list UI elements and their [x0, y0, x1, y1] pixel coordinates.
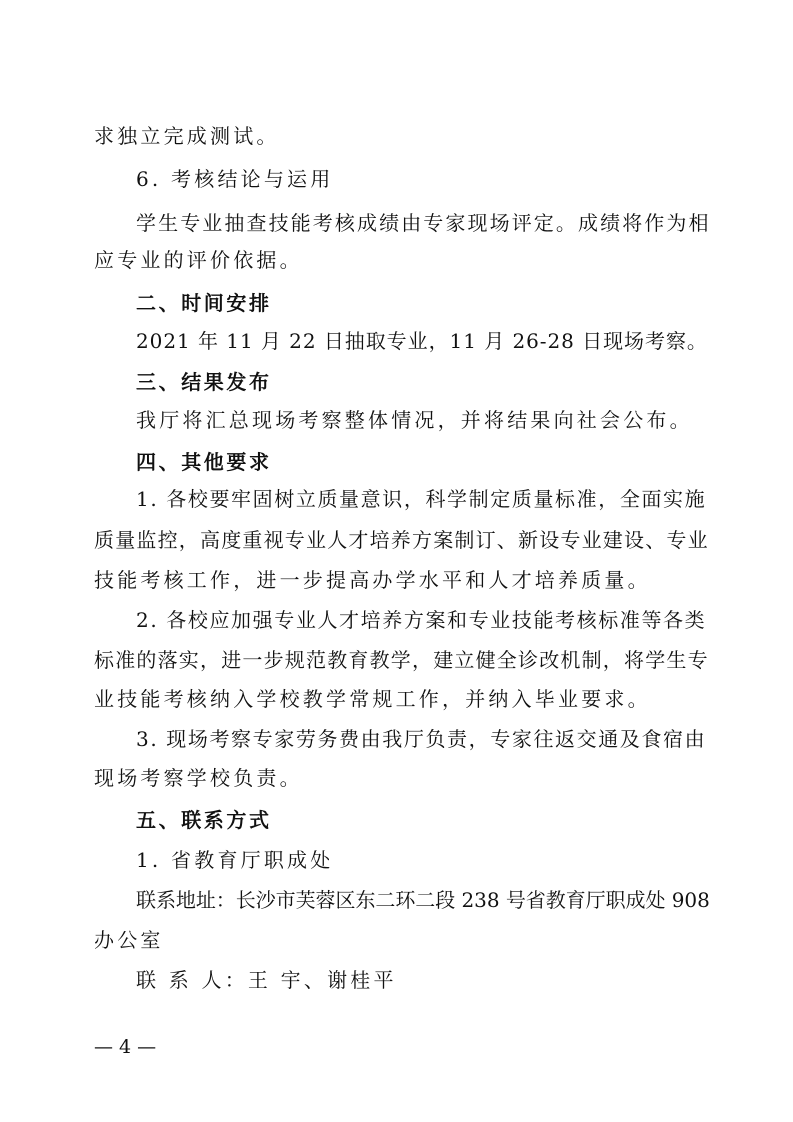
- paragraph-line: 学生专业抽查技能考核成绩由专家现场评定。成绩将作为相: [136, 211, 711, 235]
- paragraph-line: 1. 省教育厅职成处: [136, 848, 334, 872]
- paragraph-line: 1. 各校要牢固树立质量意识，科学制定质量标准，全面实施: [136, 487, 707, 511]
- paragraph-line: 应专业的评价依据。: [94, 248, 303, 272]
- section-heading: 三、结果发布: [136, 370, 272, 394]
- paragraph-line: 办公室: [94, 928, 164, 952]
- paragraph-line: 技能考核工作，进一步提高办学水平和人才培养质量。: [94, 568, 651, 592]
- page-number: — 4 —: [94, 1036, 157, 1058]
- section-heading: 四、其他要求: [136, 450, 272, 474]
- paragraph-line: 标准的落实，进一步规范教育教学，建立健全诊改机制，将学生专: [94, 648, 709, 672]
- paragraph-line: 联系地址：长沙市芙蓉区东二环二段 238 号省教育厅职成处 908: [136, 888, 710, 912]
- paragraph-line: 现场考察学校负责。: [94, 766, 303, 790]
- section-heading: 二、时间安排: [136, 291, 272, 315]
- paragraph-line: 联 系 人：王 宇、谢桂平: [136, 968, 397, 992]
- paragraph-line: 3. 现场考察专家劳务费由我厅负责，专家往返交通及食宿由: [136, 727, 707, 751]
- paragraph-line: 求独立完成测试。: [94, 124, 280, 148]
- paragraph-line: 质量监控，高度重视专业人才培养方案制订、新设专业建设、专业: [94, 528, 709, 552]
- paragraph-line: 业技能考核纳入学校教学常规工作，并纳入毕业要求。: [94, 687, 651, 711]
- paragraph-line: 我厅将汇总现场考察整体情况，并将结果向社会公布。: [136, 408, 693, 432]
- paragraph-line: 2. 各校应加强专业人才培养方案和专业技能考核标准等各类: [136, 608, 707, 632]
- subsection-heading: 6. 考核结论与运用: [136, 167, 334, 191]
- paragraph-line: 2021 年 11 月 22 日抽取专业，11 月 26-28 日现场考察。: [136, 329, 708, 353]
- section-heading: 五、联系方式: [136, 808, 272, 832]
